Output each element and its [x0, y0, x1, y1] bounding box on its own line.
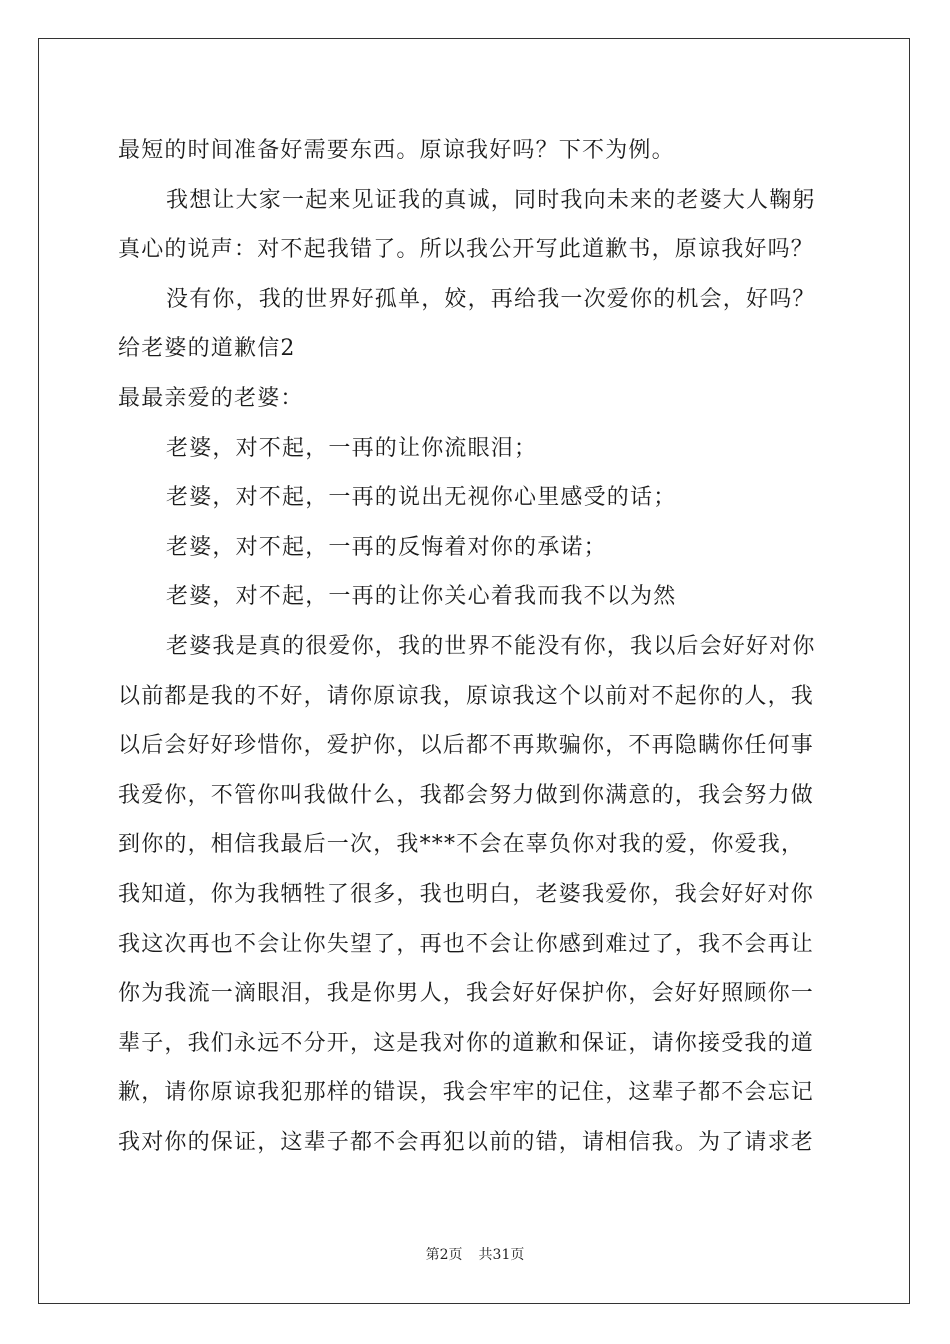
page-total: 共31页 — [478, 1247, 525, 1263]
text-line: 歉，请你原谅我犯那样的错误，我会牢牢的记住，这辈子都不会忘记 — [118, 1080, 815, 1106]
text-line: 辈子，我们永远不分开，这是我对你的道歉和保证，请你接受我的道 — [118, 1030, 815, 1056]
text-line: 老婆我是真的很爱你，我的世界不能没有你，我以后会好好对你 — [166, 633, 816, 659]
text-line: 到你的，相信我最后一次，我***不会在辜负你对我的爱，你爱我， — [118, 832, 805, 858]
text-line: 老婆，对不起，一再的让你流眼泪； — [166, 435, 538, 461]
text-line: 老婆，对不起，一再的让你关心着我而我不以为然 — [166, 584, 677, 610]
text-line: 最最亲爱的老婆： — [118, 385, 304, 411]
text-line: 我这次再也不会让你失望了，再也不会让你感到难过了，我不会再让 — [118, 931, 815, 957]
text-line: 我想让大家一起来见证我的真诚，同时我向未来的老婆大人鞠躬 — [166, 187, 816, 213]
text-line: 我爱你，不管你叫我做什么，我都会努力做到你满意的，我会努力做 — [118, 782, 815, 808]
text-line: 真心的说声：对不起我错了。所以我公开写此道歉书，原谅我好吗？ — [118, 237, 815, 263]
text-line: 老婆，对不起，一再的说出无视你心里感受的话； — [166, 485, 677, 511]
text-line: 我知道，你为我牺牲了很多，我也明白，老婆我爱你，我会好好对你 — [118, 881, 815, 907]
text-line: 你为我流一滴眼泪，我是你男人，我会好好保护你，会好好照顾你一 — [118, 981, 815, 1007]
text-line: 给老婆的道歉信2 — [118, 336, 296, 362]
text-line: 我对你的保证，这辈子都不会再犯以前的错，请相信我。为了请求老 — [118, 1129, 815, 1155]
document-body — [118, 126, 838, 1167]
page-number: 第2页 — [425, 1247, 463, 1263]
text-line: 老婆，对不起，一再的反悔着对你的承诺； — [166, 534, 607, 560]
text-line: 以前都是我的不好，请你原谅我，原谅我这个以前对不起你的人，我 — [118, 683, 815, 709]
text-line: 没有你，我的世界好孤单，姣，再给我一次爱你的机会，好吗？ — [166, 286, 816, 312]
text-line: 最短的时间准备好需要东西。原谅我好吗？下不为例。 — [118, 138, 675, 163]
page-footer — [0, 1244, 950, 1264]
text-line: 以后会好好珍惜你，爱护你，以后都不再欺骗你，不再隐瞒你任何事 — [118, 733, 815, 759]
